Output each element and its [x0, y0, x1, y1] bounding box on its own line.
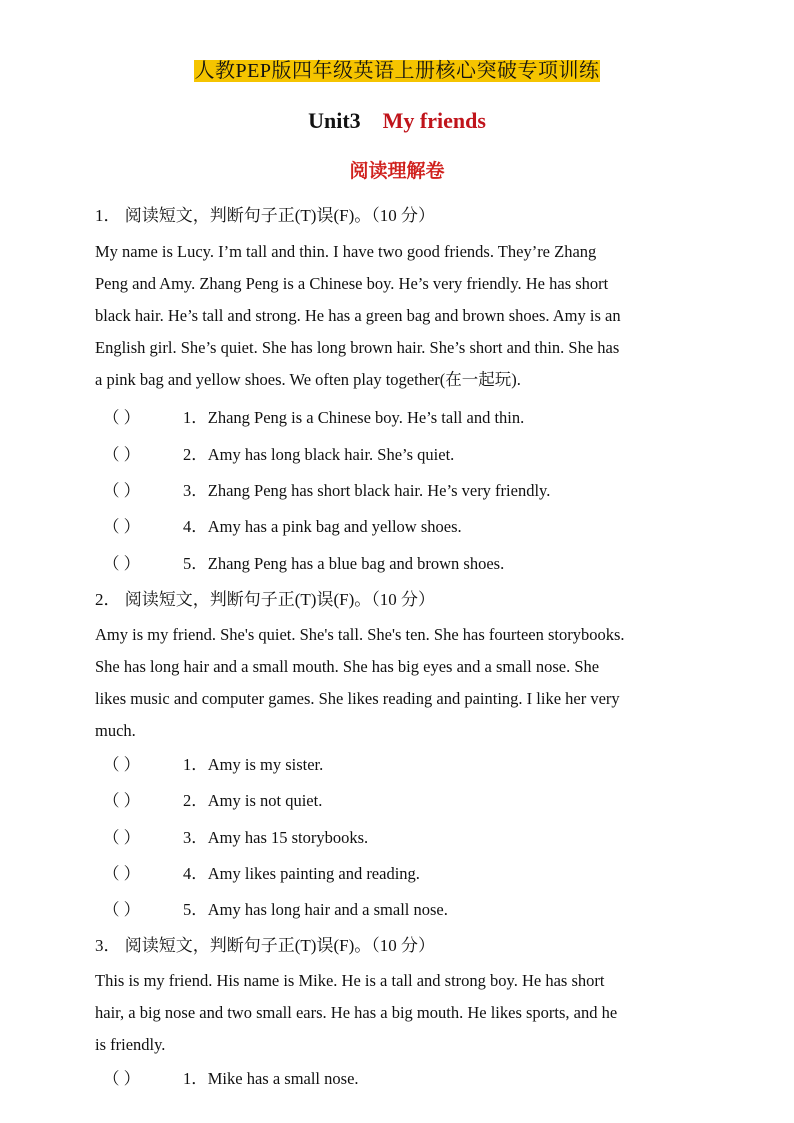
answer-blank[interactable]: （ ） [103, 864, 141, 883]
item-text: 5．Amy has long hair and a small nose. [183, 900, 448, 919]
passage-line: much. [95, 721, 136, 740]
item-text: 4．Amy has a pink bag and yellow shoes. [183, 517, 462, 536]
reading-passage [95, 619, 705, 747]
item-text: 4．Amy likes painting and reading. [183, 864, 420, 883]
item-text: 2．Amy is not quiet. [183, 791, 323, 810]
true-false-item [103, 553, 504, 575]
passage-line: is friendly. [95, 1035, 166, 1054]
true-false-item [103, 827, 368, 849]
item-text: 2．Amy has long black hair. She’s quiet. [183, 445, 455, 464]
reading-passage [95, 236, 705, 396]
true-false-item [103, 480, 550, 502]
answer-blank[interactable]: （ ） [103, 755, 141, 774]
passage-line: She has long hair and a small mouth. She has big eyes and a small nose. She [95, 657, 600, 676]
item-text: 1．Amy is my sister. [183, 755, 324, 774]
question-heading: 3． 阅读短文，判断句子正(T)误(F)。（10 分） [95, 936, 435, 955]
true-false-item [103, 444, 454, 466]
true-false-item [103, 754, 323, 776]
answer-blank[interactable]: （ ） [103, 517, 141, 536]
item-text: 3．Zhang Peng has short black hair. He’s very friendly. [183, 481, 551, 500]
item-text: 3．Amy has 15 storybooks. [183, 828, 369, 847]
answer-blank[interactable]: （ ） [103, 408, 141, 427]
answer-blank[interactable]: （ ） [103, 554, 141, 573]
question-heading: 1． 阅读短文，判断句子正(T)误(F)。（10 分） [95, 206, 435, 225]
passage-line: hair, a big nose and two small ears. He has a big mouth. He likes sports, and he [95, 1003, 618, 1022]
reading-passage [95, 965, 705, 1061]
item-text: 5．Zhang Peng has a blue bag and brown shoes. [183, 554, 505, 573]
item-text: 1．Mike has a small nose. [183, 1069, 359, 1088]
true-false-item [103, 516, 462, 538]
question-heading: 2． 阅读短文，判断句子正(T)误(F)。（10 分） [95, 590, 435, 609]
unit-title [0, 108, 794, 134]
series-title: 人教PEP版四年级英语上册核心突破专项训练 [194, 60, 600, 82]
true-false-item [103, 863, 420, 885]
true-false-item [103, 407, 524, 429]
answer-blank[interactable]: （ ） [103, 481, 141, 500]
passage-line: My name is Lucy. I’m tall and thin. I have two good friends. They’re Zhang [95, 242, 597, 261]
true-false-item [103, 1068, 359, 1090]
passage-line: English girl. She’s quiet. She has long brown hair. She’s short and thin. She has [95, 338, 620, 357]
true-false-item [103, 790, 322, 812]
series-title-banner [0, 55, 794, 87]
true-false-item [103, 899, 448, 921]
answer-blank[interactable]: （ ） [103, 828, 141, 847]
passage-line: This is my friend. His name is Mike. He is a tall and strong boy. He has short [95, 971, 605, 990]
passage-line: likes music and computer games. She likes reading and painting. I like her very [95, 689, 620, 708]
passage-line: a pink bag and yellow shoes. We often play together(在一起玩). [95, 370, 521, 389]
item-text: 1．Zhang Peng is a Chinese boy. He’s tall and thin. [183, 408, 525, 427]
passage-line: Peng and Amy. Zhang Peng is a Chinese boy. He’s very friendly. He has short [95, 274, 609, 293]
unit-label: Unit3 [308, 108, 361, 133]
answer-blank[interactable]: （ ） [103, 791, 141, 810]
answer-blank[interactable]: （ ） [103, 900, 141, 919]
passage-line: black hair. He’s tall and strong. He has a green bag and brown shoes. Amy is an [95, 306, 621, 325]
worksheet-subtitle: 阅读理解卷 [349, 161, 445, 182]
answer-blank[interactable]: （ ） [103, 445, 141, 464]
passage-line: Amy is my friend. She's quiet. She's tall. She's ten. She has fourteen storybooks. [95, 625, 625, 644]
answer-blank[interactable]: （ ） [103, 1069, 141, 1088]
unit-name: My friends [382, 108, 486, 133]
